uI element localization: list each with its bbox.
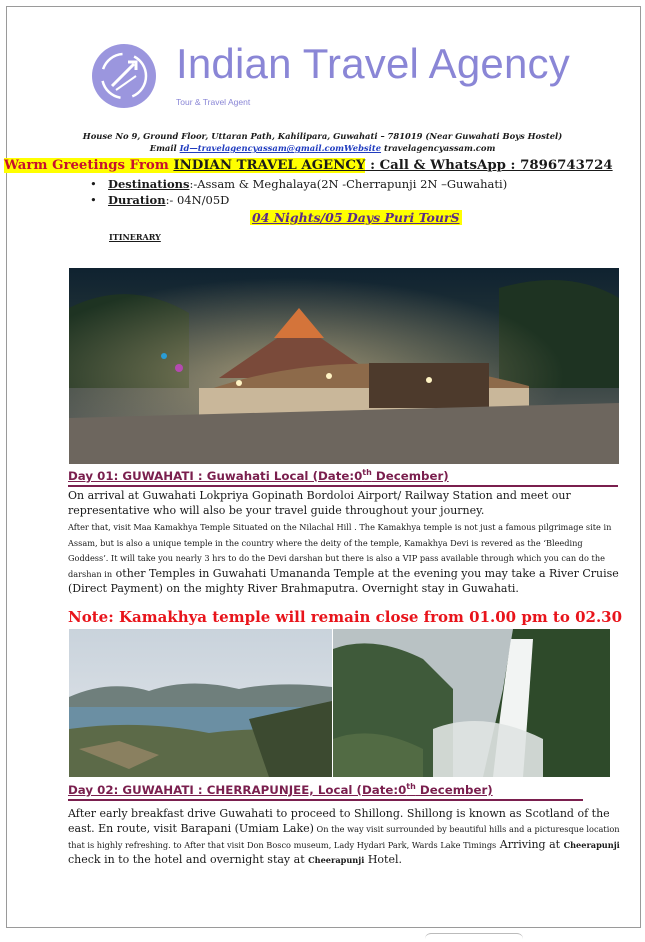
day1-evening-text: other Temples in Guwahati Umananda Temple at the evening you may take a River Cruise (Direct Payment) on the mighty River Brahmaputra. Overnight stay in Guwahati. xyxy=(68,566,619,595)
bullet-icon: • xyxy=(90,177,97,191)
greeting-banner xyxy=(4,158,613,173)
day2-heading xyxy=(68,782,493,797)
address-line: House No 9, Ground Floor, Uttaran Path, Kahilipara, Guwahati – 781019 (Near Guwahati Boys Hostel) xyxy=(82,131,563,141)
day2-checkin-text: check in to the hotel and overnight stay at xyxy=(68,853,309,866)
website-text: travelagencyassam.com xyxy=(381,143,496,153)
email-label: Email xyxy=(149,143,180,153)
destinations-value: :-Assam & Meghalaya(2N -Cherrapunji 2N –Guwahati) xyxy=(189,177,508,191)
duration-label: Duration xyxy=(108,193,166,207)
greeting-contact: : Call & WhatsApp : 7896743724 xyxy=(365,158,613,173)
day2-sightseeing-text: On the way visit surrounded by beautiful hills and a picturesque location that is highly refreshing. to After that visit Don Bosco museum, Lady Hydari Park, Wards Lake Timings xyxy=(68,824,620,850)
day1-divider xyxy=(68,485,618,487)
day2-heading-end: December) xyxy=(415,782,493,797)
day1-heading-end: December) xyxy=(371,468,449,483)
day1-heading-sup: th xyxy=(362,468,372,477)
greeting-agency: INDIAN TRAVEL AGENCY xyxy=(173,158,366,173)
temple-closure-note: Note: Kamakhya temple will remain close from 01.00 pm to 02.30 xyxy=(68,608,623,626)
bullet-icon: • xyxy=(90,193,97,207)
email-link[interactable]: Id—travelagencyassam@gmail.comWebsite xyxy=(179,143,382,153)
temple-photo xyxy=(69,268,619,464)
next-page-edge xyxy=(425,933,523,942)
duration-item xyxy=(90,192,507,208)
day2-cherrapunji-1: Cheerapunji xyxy=(563,839,620,850)
lake-photo xyxy=(69,629,332,777)
day2-itinerary-text xyxy=(68,806,620,868)
duration-value: :- 04N/05D xyxy=(165,193,230,207)
day1-itinerary-text xyxy=(68,519,620,596)
day1-heading-text: Day 01: GUWAHATI : Guwahati Local (Date:0 xyxy=(68,468,363,483)
brand-name: Indian Travel Agency xyxy=(176,40,570,87)
itinerary-label: ITINERARY xyxy=(109,232,161,242)
waterfall-photo xyxy=(333,629,610,777)
day2-arrival-text: Arriving at xyxy=(496,837,564,851)
contact-line xyxy=(0,143,645,153)
brand-tagline: Tour & Travel Agent xyxy=(176,97,251,107)
day2-shillong-text: After early breakfast drive Guwahati to proceed to Shillong. Shillong is known as Scotland of the east. En route, visit Barapani (Umiam Lake) xyxy=(68,807,610,835)
day1-kamakhya-text: After that, visit Maa Kamakhya Temple Situated on the Nilachal Hill . The Kamakhya temple is not just a famous pilgrimage site in Assam, but is also a unique temple in the country where the deity of the temple, Kamakhya Devi is revered as the ‘Bleeding Goddess’. It will take you nearly 3 hrs to do the Devi darshan but there is also a VIP pass available through which you can do the darshan in xyxy=(68,522,612,579)
day1-heading xyxy=(68,468,449,483)
tour-title: 04 Nights/05 Days Puri TourS xyxy=(252,210,460,225)
day1-arrival-text: On arrival at Guwahati Lokpriya Gopinath Bordoloi Airport/ Railway Station and meet our representative who will also be your travel guide throughout your journey. xyxy=(68,489,571,517)
greeting-prefix: Warm Greetings From xyxy=(4,158,174,173)
logo-icon xyxy=(90,42,158,110)
destinations-item xyxy=(90,176,507,192)
day2-cherrapunji-2: Cheerapunji xyxy=(308,855,365,865)
tour-summary-list xyxy=(90,176,507,208)
destinations-label: Destinations xyxy=(108,177,190,191)
day2-hotel-text: Hotel. xyxy=(364,853,403,866)
day2-heading-sup: th xyxy=(406,782,416,791)
day2-heading-text: Day 02: GUWAHATI : CHERRAPUNJEE, Local (Date:0 xyxy=(68,782,407,797)
day2-divider xyxy=(68,799,583,801)
